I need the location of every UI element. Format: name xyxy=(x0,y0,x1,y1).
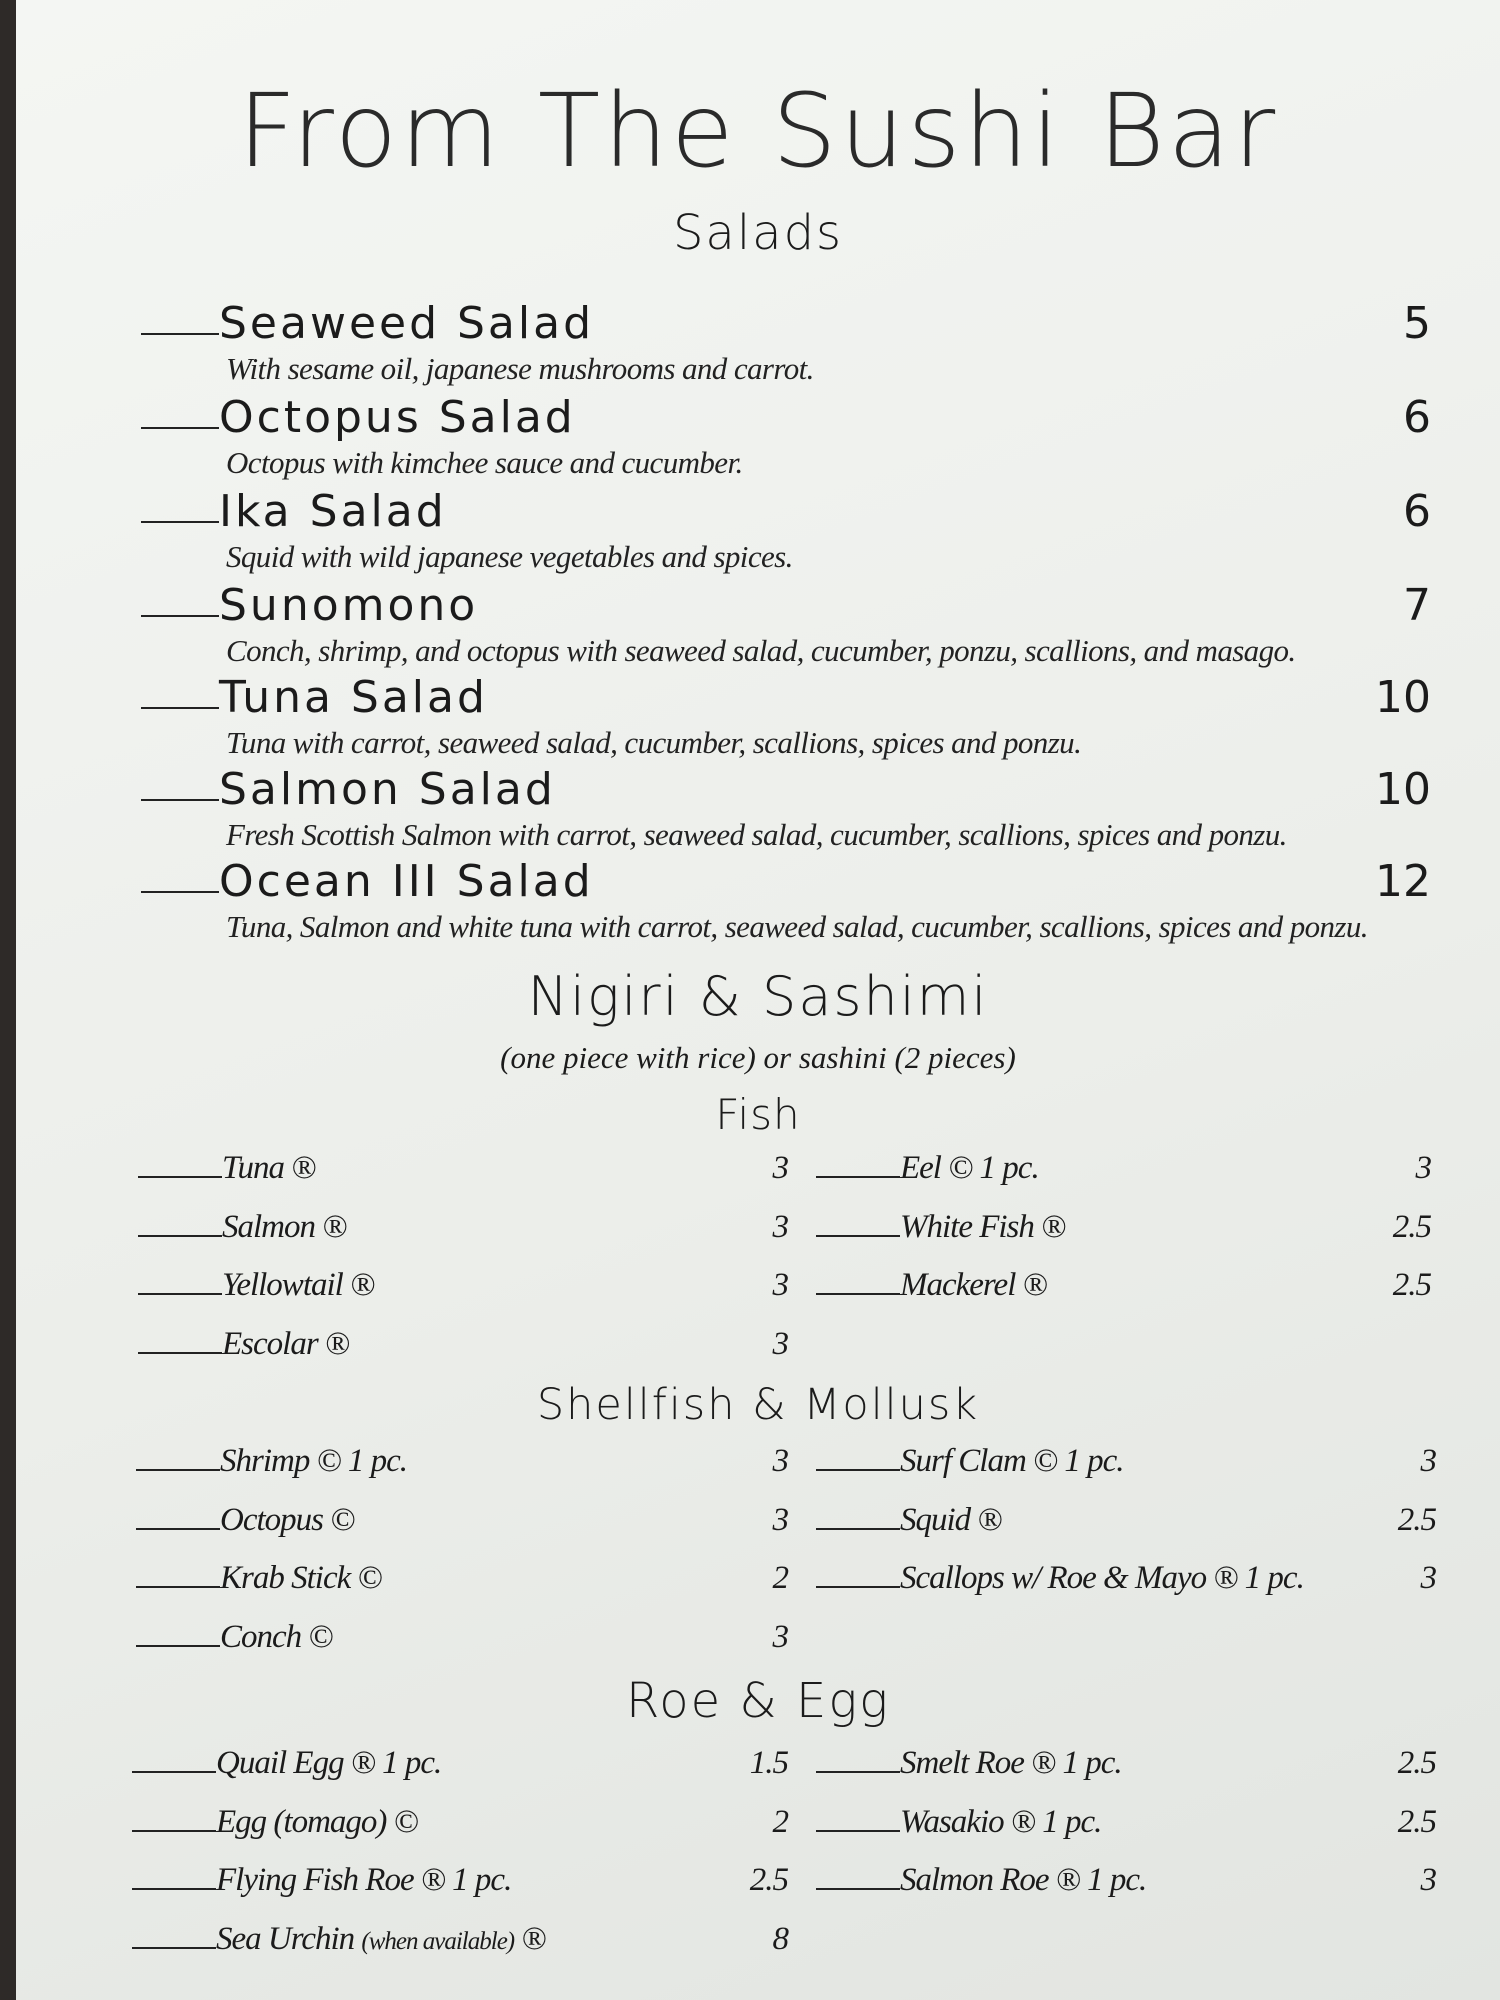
item-price: 3 xyxy=(772,1267,788,1303)
menu-item xyxy=(132,1804,788,1863)
item-price: 8 xyxy=(772,1920,788,1957)
salad-description: Tuna with carrot, seaweed salad, cucumber, scallions, spices and ponzu. xyxy=(226,725,1082,760)
item-price: 2 xyxy=(772,1803,788,1840)
item-name: Squid ® xyxy=(900,1501,1002,1538)
item-name: Salmon ® xyxy=(222,1208,347,1245)
salad-name: Ika Salad xyxy=(219,486,447,537)
order-blank xyxy=(816,1888,900,1890)
item-price: 2.5 xyxy=(1392,1267,1431,1303)
salad-item xyxy=(141,856,1431,945)
item-name: Eel © 1 pc. xyxy=(900,1150,1039,1186)
order-blank xyxy=(138,1352,222,1354)
salad-price: 6 xyxy=(1403,392,1431,443)
salads-heading: Salads xyxy=(672,205,844,261)
menu-item xyxy=(136,1443,788,1502)
roe-left-column xyxy=(132,1745,788,1979)
salad-price: 10 xyxy=(1375,672,1431,723)
salad-description: Squid with wild japanese vegetables and spices. xyxy=(226,539,793,574)
item-price: 3 xyxy=(1420,1560,1436,1596)
item-name: Tuna ® xyxy=(222,1150,316,1186)
fish-heading: Fish xyxy=(715,1090,801,1139)
menu-item xyxy=(816,1745,1436,1804)
item-price: 2.5 xyxy=(1397,1745,1436,1781)
fish-right-column xyxy=(816,1150,1431,1326)
order-blank xyxy=(138,1235,222,1237)
salad-description: Conch, shrimp, and octopus with seaweed salad, cucumber, ponzu, scallions, and masago. xyxy=(226,633,1296,668)
menu-item xyxy=(138,1209,788,1268)
item-name: Mackerel ® xyxy=(900,1267,1047,1303)
salad-name: Seaweed Salad xyxy=(219,298,595,349)
order-blank xyxy=(816,1235,900,1237)
menu-item xyxy=(816,1443,1436,1502)
item-name: Escolar ® xyxy=(222,1325,349,1362)
order-blank xyxy=(816,1586,900,1588)
order-blank xyxy=(136,1528,220,1530)
menu-item xyxy=(132,1921,788,1980)
salad-price: 10 xyxy=(1375,764,1431,815)
item-price: 3 xyxy=(1415,1150,1431,1186)
page-title: From The Sushi Bar xyxy=(237,72,1279,191)
salad-description: Octopus with kimchee sauce and cucumber. xyxy=(226,445,743,480)
roe-right-column xyxy=(816,1745,1436,1921)
shellfish-heading: Shellfish & Mollusk xyxy=(536,1380,980,1430)
shellfish-left-column xyxy=(136,1443,788,1677)
salad-name: Salmon Salad xyxy=(219,764,556,815)
item-name: Egg (tomago) © xyxy=(216,1803,418,1840)
item-price: 3 xyxy=(1420,1443,1436,1479)
order-blank xyxy=(816,1771,900,1773)
menu-item xyxy=(138,1326,788,1385)
nigiri-subtitle: (one piece with rice) or sashini (2 pieces) xyxy=(500,1040,1016,1075)
salad-description: Fresh Scottish Salmon with carrot, seaweed salad, cucumber, scallions, spices and ponzu. xyxy=(226,817,1287,852)
salad-item xyxy=(141,580,1431,669)
menu-item xyxy=(816,1560,1436,1619)
order-blank xyxy=(138,1293,222,1295)
item-name: White Fish ® xyxy=(900,1208,1066,1245)
item-price: 2.5 xyxy=(749,1862,788,1898)
salad-name: Octopus Salad xyxy=(219,392,576,443)
item-name: Octopus © xyxy=(220,1501,355,1538)
item-name: Wasakio ® 1 pc. xyxy=(900,1803,1102,1840)
order-blank xyxy=(132,1830,216,1832)
item-mark: ® xyxy=(514,1920,546,1957)
menu-page xyxy=(16,0,1500,2000)
item-name: Surf Clam © 1 pc. xyxy=(900,1443,1124,1479)
item-price: 3 xyxy=(772,1150,788,1186)
item-name: Krab Stick © xyxy=(220,1560,382,1596)
item-name: Conch © xyxy=(220,1618,333,1655)
item-price: 3 xyxy=(772,1325,788,1362)
order-blank xyxy=(141,707,219,709)
salad-name: Sunomono xyxy=(219,580,479,631)
order-blank xyxy=(138,1176,222,1178)
salad-price: 6 xyxy=(1403,486,1431,537)
item-price: 3 xyxy=(772,1501,788,1538)
item-price: 3 xyxy=(1420,1862,1436,1898)
salad-price: 12 xyxy=(1375,856,1431,907)
item-name: Scallops w/ Roe & Mayo ® 1 pc. xyxy=(900,1560,1304,1596)
order-blank xyxy=(816,1830,900,1832)
item-price: 2 xyxy=(772,1560,788,1596)
shellfish-right-column xyxy=(816,1443,1436,1619)
item-price: 1.5 xyxy=(749,1745,788,1781)
order-blank xyxy=(141,615,219,617)
menu-item xyxy=(138,1267,788,1326)
order-blank xyxy=(816,1469,900,1471)
menu-item xyxy=(132,1862,788,1921)
menu-item xyxy=(816,1804,1436,1863)
order-blank xyxy=(141,427,219,429)
salad-item xyxy=(141,298,1431,387)
item-price: 2.5 xyxy=(1392,1208,1431,1245)
salad-description: Tuna, Salmon and white tuna with carrot, seaweed salad, cucumber, scallions, spices and ponzu. xyxy=(226,909,1368,944)
item-price: 3 xyxy=(772,1618,788,1655)
item-price: 2.5 xyxy=(1397,1803,1436,1840)
menu-item xyxy=(138,1150,788,1209)
order-blank xyxy=(136,1469,220,1471)
order-blank xyxy=(141,891,219,893)
item-name: Salmon Roe ® 1 pc. xyxy=(900,1862,1147,1898)
order-blank xyxy=(141,521,219,523)
menu-item xyxy=(816,1150,1431,1209)
item-price: 3 xyxy=(772,1443,788,1479)
item-price: 2.5 xyxy=(1397,1501,1436,1538)
fish-left-column xyxy=(138,1150,788,1384)
item-note: (when available) xyxy=(361,1927,515,1955)
item-name: Sea Urchin xyxy=(216,1920,355,1957)
item-name: Shrimp © 1 pc. xyxy=(220,1443,408,1479)
order-blank xyxy=(136,1586,220,1588)
item-price: 3 xyxy=(772,1208,788,1245)
order-blank xyxy=(816,1293,900,1295)
menu-item xyxy=(816,1267,1431,1326)
order-blank xyxy=(132,1888,216,1890)
menu-item xyxy=(132,1745,788,1804)
menu-item xyxy=(136,1619,788,1678)
salad-description: With sesame oil, japanese mushrooms and carrot. xyxy=(226,351,814,386)
salad-item xyxy=(141,392,1431,481)
nigiri-sashimi-heading: Nigiri & Sashimi xyxy=(527,965,989,1028)
menu-item xyxy=(816,1502,1436,1561)
order-blank xyxy=(141,799,219,801)
salad-price: 5 xyxy=(1403,298,1431,349)
item-name: Quail Egg ® 1 pc. xyxy=(216,1745,442,1781)
salad-name: Tuna Salad xyxy=(219,672,488,723)
item-name: Yellowtail ® xyxy=(222,1267,375,1303)
salad-item xyxy=(141,486,1431,575)
menu-item xyxy=(136,1560,788,1619)
salad-price: 7 xyxy=(1403,580,1431,631)
menu-item xyxy=(816,1862,1436,1921)
order-blank xyxy=(141,333,219,335)
salad-item xyxy=(141,764,1431,853)
item-name: Flying Fish Roe ® 1 pc. xyxy=(216,1862,512,1898)
order-blank xyxy=(132,1771,216,1773)
item-name: Smelt Roe ® 1 pc. xyxy=(900,1745,1122,1781)
order-blank xyxy=(132,1947,216,1949)
roe-egg-heading: Roe & Egg xyxy=(626,1673,890,1729)
salad-item xyxy=(141,672,1431,761)
order-blank xyxy=(816,1528,900,1530)
order-blank xyxy=(136,1645,220,1647)
menu-item xyxy=(816,1209,1431,1268)
salad-name: Ocean III Salad xyxy=(219,856,594,907)
order-blank xyxy=(816,1176,900,1178)
menu-item xyxy=(136,1502,788,1561)
